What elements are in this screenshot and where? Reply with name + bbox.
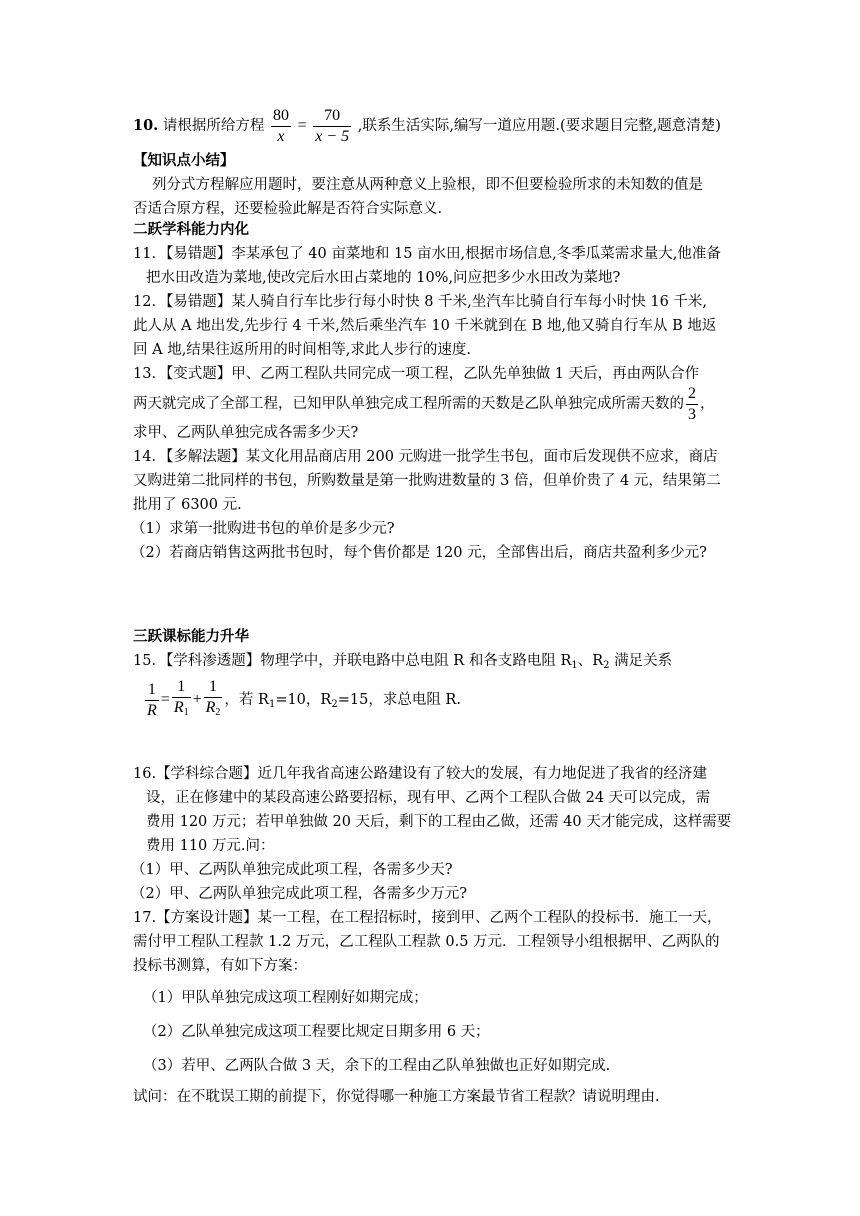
summary-heading: 【知识点小结】 — [133, 152, 235, 169]
question-text: =15，求总电阻 R. — [337, 692, 461, 708]
subscript: 2 — [603, 660, 610, 671]
question-16-line: 费用 110 万元.问： — [146, 838, 275, 854]
question-15-formula — [143, 676, 461, 729]
section-heading: 二跃学科能力内化 — [133, 221, 249, 238]
question-17-ask: 试问：在不耽误工期的前提下，你觉得哪一种施工方案最节省工程款？请说明理由. — [133, 1089, 660, 1105]
question-12-line: 12．【易错题】某人骑自行车比步行每小时快 8 千米,坐汽车比骑自行车每小时快 16 千米, — [133, 294, 708, 310]
question-17-option: （2）乙队单独完成这项工程要比规定日期多用 6 天； — [143, 1024, 490, 1040]
question-16-sub: （2）甲、乙两队单独完成此项工程，各需多少万元? — [131, 886, 467, 902]
question-13-line — [133, 382, 715, 426]
subscript: 1 — [571, 660, 578, 671]
fraction-1-over-R1 — [172, 677, 191, 723]
fraction-numerator: 1 — [204, 677, 223, 698]
question-14-line: 又购进第二批同样的书包，所购数量是第一批购进数量的 3 倍，但单价贵了 4 元，结果第二 — [133, 473, 721, 489]
question-16-sub: （1）甲、乙两队单独完成此项工程，各需多少天? — [131, 862, 453, 878]
equals-sign: = — [297, 117, 307, 134]
subscript: 2 — [215, 707, 221, 718]
plus-sign: + — [192, 691, 202, 708]
section-heading: 三跃课标能力升华 — [133, 628, 249, 645]
fraction-denominator: R — [205, 699, 216, 716]
question-16-line: 费用 120 万元；若甲单独做 20 天后，剩下的工程由乙做，还需 40 天才能完成，这样需要 — [146, 814, 732, 830]
question-16-line: 16.【学科综合题】近几年我省高速公路建设有了较大的发展，有力地促进了我省的经济建 — [133, 766, 708, 782]
equals-sign: = — [160, 691, 170, 708]
fraction-numerator: 80 — [271, 106, 291, 127]
question-14-line: 批用了 6300 元. — [133, 497, 242, 513]
subscript: 2 — [331, 699, 338, 710]
fraction-80-over-x — [271, 106, 291, 147]
fraction-numerator: 1 — [172, 677, 191, 698]
summary-text: 否适合原方程，还要检验此解是否符合实际意义. — [133, 201, 443, 217]
question-10 — [133, 104, 721, 148]
question-11-line: 11．【易错题】李某承包了 40 亩菜地和 15 亩水田,根据市场信息,冬季瓜菜需求量大,他准备 — [133, 246, 721, 262]
question-text: ， — [700, 396, 715, 412]
question-13-line: 13．【变式题】甲、乙两工程队共同完成一项工程，乙队先单独做 1 天后，再由两队合作 — [133, 366, 700, 382]
question-17-line: 投标书测算，有如下方案： — [133, 958, 307, 974]
fraction-70-over-x-minus-5 — [313, 106, 351, 147]
fraction-two-thirds — [686, 384, 698, 425]
question-17-option: （3）若甲、乙两队合做 3 天，余下的工程由乙队单独做也正好如期完成. — [143, 1058, 611, 1074]
question-number: 10. — [133, 117, 159, 134]
question-text: 请根据所给方程 — [162, 118, 265, 134]
question-17-option: （1）甲队单独完成这项工程刚好如期完成； — [143, 990, 428, 1006]
fraction-numerator: 2 — [686, 384, 698, 405]
question-text: =10，R — [275, 692, 332, 708]
question-15-line — [133, 651, 672, 676]
question-text: 15．【学科渗透题】物理学中，并联电路中总电阻 R 和各支路电阻 R — [133, 653, 572, 669]
question-11-line: 把水田改造为菜地,使改完后水田占菜地的 10%,问应把多少水田改为菜地? — [146, 270, 621, 286]
fraction-1-over-R — [145, 680, 159, 721]
summary-text: 列分式方程解应用题时，要注意从两种意义上验根，即不但要检验所求的未知数的值是 — [152, 177, 703, 193]
fraction-denominator: 3 — [688, 405, 696, 423]
question-14-sub: （1）求第一批购进书包的单价是多少元? — [131, 521, 395, 537]
question-13-line: 求甲、乙两队单独完成各需多少天? — [133, 425, 359, 441]
question-text: 、R — [577, 653, 604, 669]
fraction-denominator: x − 5 — [315, 127, 350, 145]
question-text: 满足关系 — [609, 653, 673, 669]
subscript: 1 — [183, 707, 189, 718]
question-17-line: 17.【方案设计题】某一工程，在工程招标时，接到甲、乙两个工程队的投标书．施工一天， — [133, 910, 722, 926]
question-12-line: 此人从 A 地出发,先步行 4 千米,然后乘坐汽车 10 千米就到在 B 地,他又骑自行车从 B 地返 — [133, 318, 717, 334]
question-text: ,联系生活实际,编写一道应用题.(要求题目完整,题意清楚) — [357, 118, 721, 134]
fraction-denominator: R — [173, 699, 184, 716]
fraction-1-over-R2 — [204, 677, 223, 723]
subscript: 1 — [268, 699, 276, 710]
question-14-sub: （2）若商店销售这两批书包时，每个售价都是 120 元，全部售出后，商店共盈利多少元? — [131, 545, 707, 561]
fraction-numerator: 1 — [145, 680, 159, 701]
question-16-line: 设，正在修建中的某段高速公路要招标，现有甲、乙两个工程队合做 24 天可以完成，需 — [146, 790, 711, 806]
question-text: 两天就完成了全部工程，已知甲队单独完成工程所需的天数是乙队单独完成所需天数的 — [133, 396, 684, 412]
question-12-line: 回 A 地,结果往返所用的时间相等,求此人步行的速度. — [133, 342, 472, 358]
question-14-line: 14．【多解法题】某文化用品商店用 200 元购进一批学生书包，面市后发现供不应求，商店 — [133, 449, 718, 465]
fraction-denominator: x — [277, 127, 285, 145]
question-text: ，若 R — [224, 692, 269, 708]
fraction-denominator: R — [147, 701, 157, 719]
question-17-line: 需付甲工程队工程款 1.2 万元，乙工程队工程款 0.5 万元．工程领导小组根据甲、乙两队的 — [133, 934, 720, 950]
fraction-numerator: 70 — [313, 106, 351, 127]
